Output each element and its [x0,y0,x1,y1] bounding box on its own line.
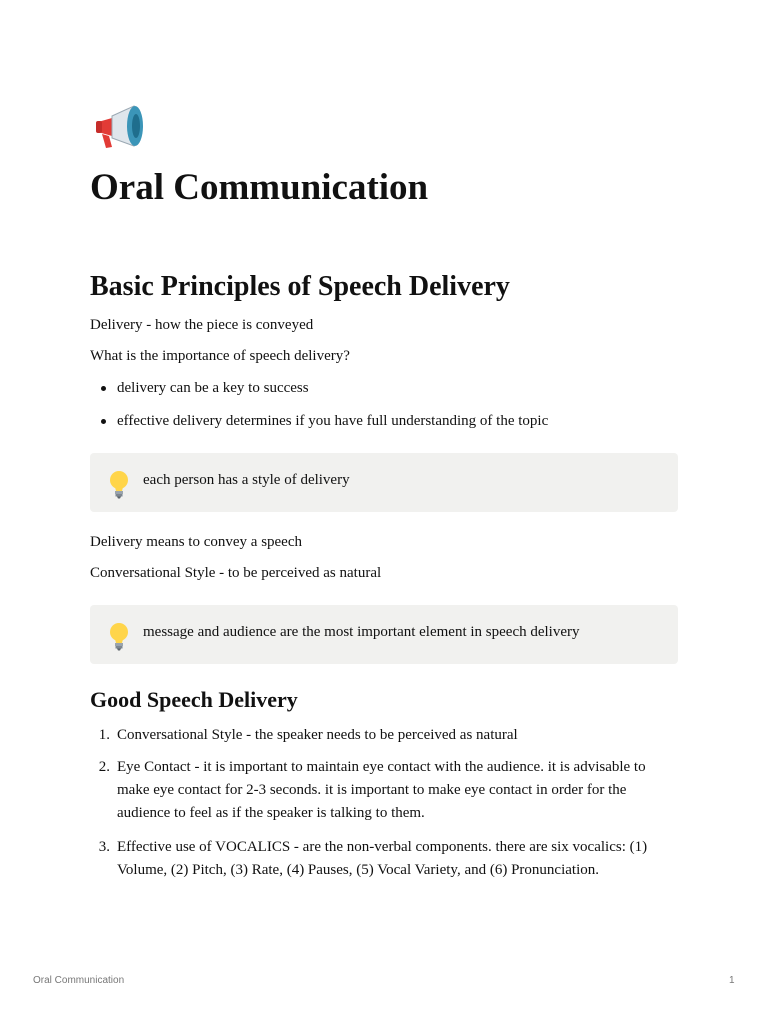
paragraph-importance-question: What is the importance of speech delivery? [90,348,350,364]
callout-message-audience [90,605,678,664]
callout-text: each person has a style of delivery [143,472,350,488]
bullet-dot [101,386,106,391]
list-item-text: Effective use of VOCALICS - are the non-verbal components. there are six vocalics: (1) Volume, (2) Pitch, (3) Rate, (4) Pauses, (5) Vocal Variety, and (6) Pronunciation. [117,839,648,878]
lightbulb-icon [106,469,132,499]
bullet-dot [101,419,106,424]
list-number: 3. [98,839,110,855]
list-number: 2. [98,759,110,775]
paragraph-conversational-style: Conversational Style - to be perceived as natural [90,565,382,581]
section-heading-good-speech-delivery: Good Speech Delivery [90,687,298,712]
callout-text: message and audience are the most important element in speech delivery [143,624,580,640]
page-title: Oral Communication [90,167,429,208]
list-item-text: effective delivery determines if you have full understanding of the topic [117,413,549,429]
footer-page-number: 1 [729,975,735,986]
lightbulb-icon [106,621,132,651]
paragraph-delivery-means: Delivery means to convey a speech [90,534,302,550]
list-item-text: Conversational Style - the speaker needs to be perceived as natural [117,727,518,743]
megaphone-icon [90,100,146,156]
paragraph-delivery-definition: Delivery - how the piece is conveyed [90,317,314,333]
callout-style-of-delivery [90,453,678,512]
section-heading-basic-principles: Basic Principles of Speech Delivery [90,271,510,302]
page-content [90,100,678,878]
list-number: 1. [98,727,110,743]
list-item-text: delivery can be a key to success [117,380,309,396]
footer-document-title: Oral Communication [33,975,125,986]
list-item-text: Eye Contact - it is important to maintain eye contact with the audience. it is advisable to make eye contact for 2-3 seconds. it is important to make eye contact in order for the audience to feel as if the speaker is talking to them. [117,759,646,821]
